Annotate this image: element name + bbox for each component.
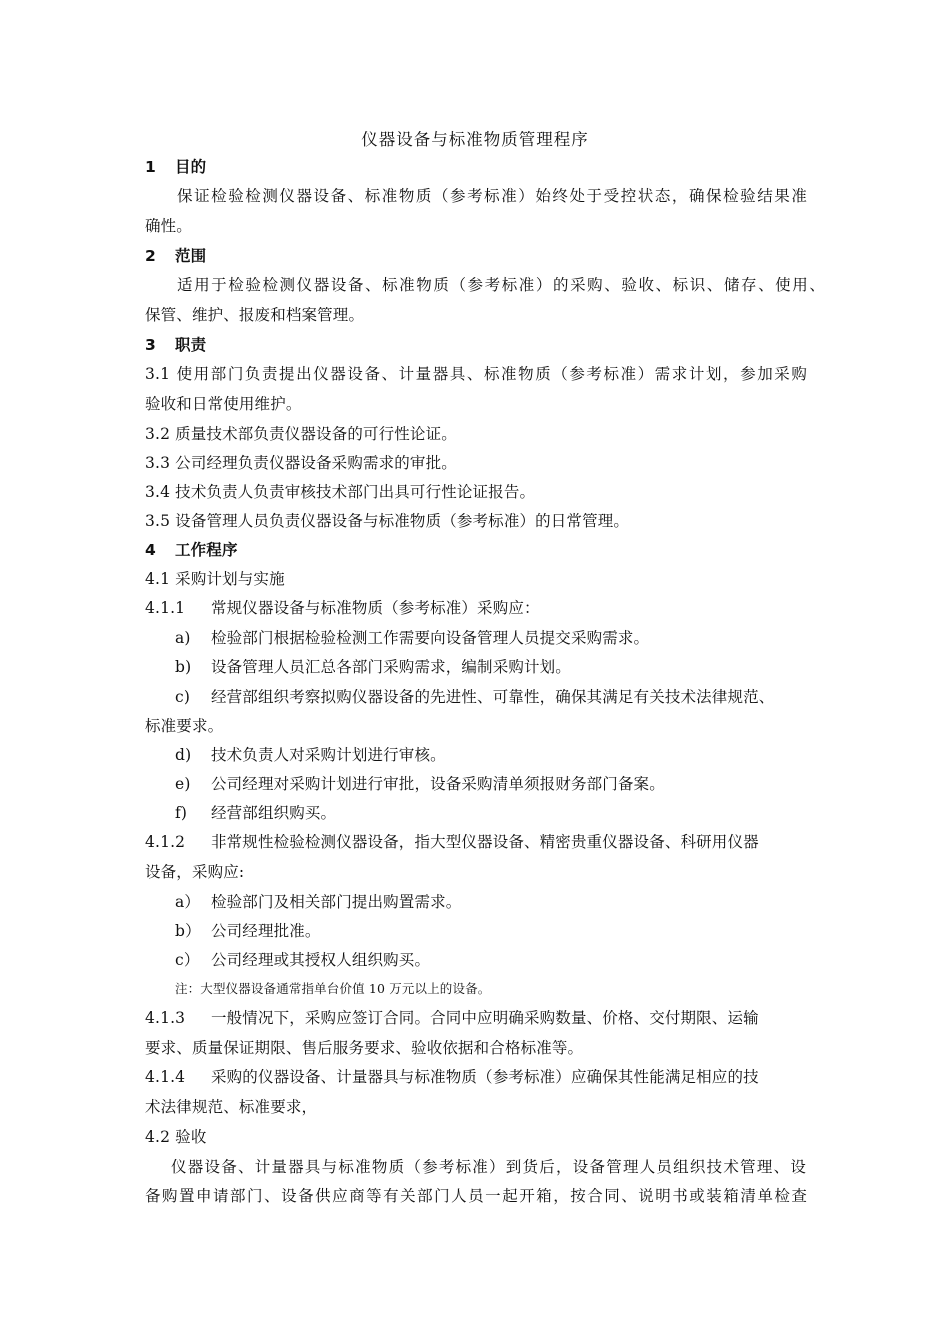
clause-4-1-3: [145, 1006, 825, 1030]
clause-text: 常规仪器设备与标准物质（参考标准）采购应：: [211, 599, 540, 617]
duty-3-5: 3.5 设备管理人员负责仪器设备与标准物质（参考标准）的日常管理。: [145, 512, 630, 530]
scope-text: 适用于检验检测仪器设备、标准物质（参考标准）的采购、验收、标识、储存、使用、: [177, 276, 825, 294]
list-marker: c): [175, 688, 191, 706]
list-item: [175, 743, 825, 767]
clause-number: 4.1.1: [145, 599, 186, 617]
list-item: [175, 685, 825, 709]
section-heading-procedure: [145, 538, 825, 562]
section-number: 4: [145, 541, 156, 559]
list-marker: a）: [175, 893, 201, 911]
clause-text: 一般情况下，采购应签订合同。合同中应明确采购数量、价格、交付期限、运输: [211, 1009, 759, 1027]
clause-text: 非常规性检验检测仪器设备，指大型仪器设备、精密贵重仪器设备、科研用仪器: [211, 833, 759, 851]
list-text: 公司经理对采购计划进行审批，设备采购清单须报财务部门备案。: [211, 775, 665, 793]
duty-3-1-cont: 验收和日常使用维护。: [145, 395, 302, 413]
section-heading-duties: [145, 333, 825, 357]
list-text: 检验部门根据检验检测工作需要向设备管理人员提交采购需求。: [211, 629, 650, 647]
duty-3-3: 3.3 公司经理负责仪器设备采购需求的审批。: [145, 454, 457, 472]
list-marker: b): [175, 658, 192, 676]
clause-number: 4.1.3: [145, 1009, 186, 1027]
note: 注：大型仪器设备通常指单台价值 10 万元以上的设备。: [175, 981, 491, 996]
list-marker: c）: [175, 951, 200, 969]
clause-4-1-1: [145, 596, 825, 620]
section-number: 3: [145, 336, 156, 354]
list-item: [175, 655, 825, 679]
clause-4-1-3-cont: 要求、质量保证期限、售后服务要求、验收依据和合格标准等。: [145, 1039, 584, 1057]
scope-text-cont: 保管、维护、报废和档案管理。: [145, 306, 365, 324]
list-text: 公司经理批准。: [211, 922, 321, 940]
clause-4-1-2-cont: 设备，采购应:: [145, 863, 245, 881]
subsection-4-2: 4.2 验收: [145, 1128, 207, 1146]
section-title: 工作程序: [175, 541, 238, 559]
list-text: 公司经理或其授权人组织购买。: [211, 951, 431, 969]
list-item: [175, 890, 825, 914]
section-heading-purpose: [145, 155, 825, 179]
list-marker: e): [175, 775, 191, 793]
list-text: 设备管理人员汇总各部门采购需求，编制采购计划。: [211, 658, 571, 676]
section-number: 2: [145, 247, 156, 265]
clause-4-1-4-cont: 术法律规范、标准要求，: [145, 1098, 318, 1116]
list-text: 经营部组织考察拟购仪器设备的先进性、可靠性，确保其满足有关技术法律规范、: [211, 688, 775, 706]
section-number: 1: [145, 158, 156, 176]
list-item: [175, 919, 825, 943]
clause-number: 4.1.2: [145, 833, 186, 851]
section-heading-scope: [145, 244, 825, 268]
clause-4-1-2: [145, 830, 825, 854]
section-title: 职责: [175, 336, 207, 354]
clause-number: 4.1.4: [145, 1068, 186, 1086]
clause-4-1-4: [145, 1065, 825, 1089]
acceptance-text: 仪器设备、计量器具与标准物质（参考标准）到货后，设备管理人员组织技术管理、设: [171, 1158, 806, 1176]
list-item: [175, 626, 825, 650]
duty-3-2: 3.2 质量技术部负责仪器设备的可行性论证。: [145, 425, 457, 443]
list-marker: b）: [175, 922, 201, 940]
duty-3-4: 3.4 技术负责人负责审核技术部门出具可行性论证报告。: [145, 483, 536, 501]
section-title: 范围: [175, 247, 207, 265]
page-title: 仪器设备与标准物质管理程序: [361, 130, 589, 149]
section-title: 目的: [175, 158, 207, 176]
list-text: 技术负责人对采购计划进行审核。: [211, 746, 446, 764]
acceptance-text-cont: 备购置申请部门、设备供应商等有关部门人员一起开箱，按合同、说明书或装箱清单检查: [145, 1187, 807, 1205]
subsection-4-1: 4.1 采购计划与实施: [145, 570, 285, 588]
purpose-text: 保证检验检测仪器设备、标准物质（参考标准）始终处于受控状态，确保检验结果准: [177, 187, 807, 205]
list-text: 检验部门及相关部门提出购置需求。: [211, 893, 462, 911]
list-item: [175, 948, 825, 972]
list-marker: f): [175, 804, 188, 822]
clause-text: 采购的仪器设备、计量器具与标准物质（参考标准）应确保其性能满足相应的技: [211, 1068, 759, 1086]
duty-3-1: 3.1 使用部门负责提出仪器设备、计量器具、标准物质（参考标准）需求计划，参加采购: [145, 365, 807, 383]
list-item: [175, 772, 825, 796]
list-marker: a): [175, 629, 191, 647]
purpose-text-cont: 确性。: [145, 217, 192, 235]
list-item: [175, 801, 825, 825]
list-item-cont: 标准要求。: [145, 717, 224, 735]
list-text: 经营部组织购买。: [211, 804, 337, 822]
list-marker: d): [175, 746, 192, 764]
